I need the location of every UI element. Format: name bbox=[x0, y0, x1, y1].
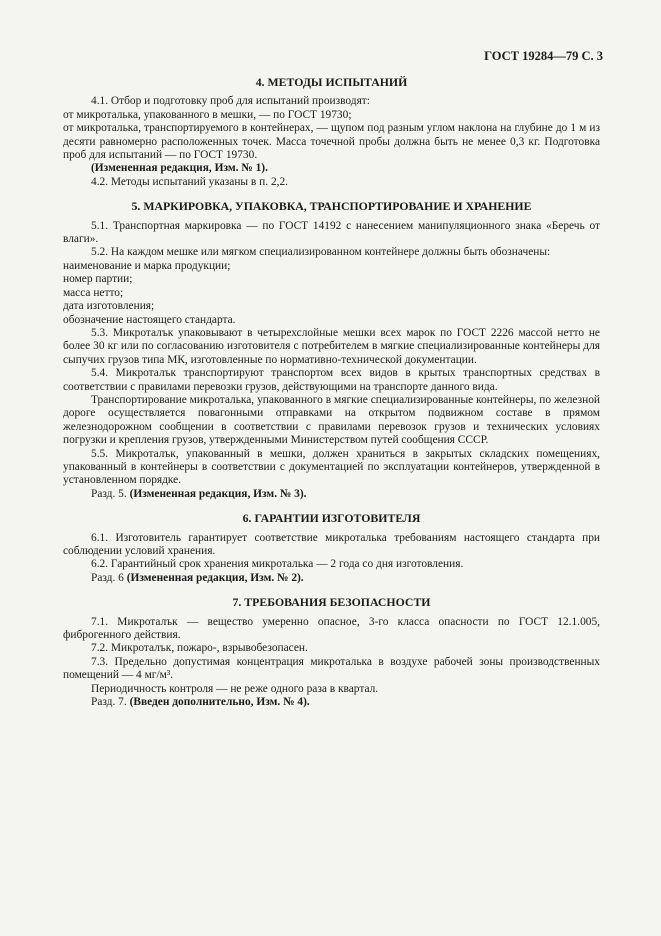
amendment-reference: (Введен дополнительно, Изм. № 4). bbox=[129, 696, 310, 709]
section-heading: 4. МЕТОДЫ ИСПЫТАНИЙ bbox=[255, 75, 408, 89]
paragraph: 7.2. Микроталък, пожаро-, взрывобезопасен. bbox=[91, 642, 308, 655]
amendment-reference: (Измененная редакция, Изм. № 3). bbox=[129, 487, 307, 500]
paragraph: дата изготовления; bbox=[63, 300, 155, 313]
paragraph: 5.5. Микроталък, упакованный в мешки, должен храниться в закрытых складских помещениях, упакованный в контейнеры в соответствии с документацией по эксплуатации контейнеров, утвержденной в установленном порядке. bbox=[63, 447, 600, 487]
paragraph: Периодичность контроля — не реже одного раза в квартал. bbox=[91, 682, 379, 695]
section-heading: 6. ГАРАНТИИ ИЗГОТОВИТЕЛЯ bbox=[242, 511, 421, 526]
paragraph: 5.2. На каждом мешке или мягком специализированном контейнере должны быть обозначены: bbox=[91, 246, 551, 259]
paragraph: 7.3. Предельно допустимая концентрация микроталька в воздухе рабочей зоны производственных помещений — 4 мг/м³. bbox=[63, 655, 600, 682]
paragraph: 5.1. Транспортная маркировка — по ГОСТ 14192 с нанесением манипуляционного знака «Беречь от влаги». bbox=[63, 219, 600, 246]
section-heading: 7. ТРЕБОВАНИЯ БЕЗОПАСНОСТИ bbox=[232, 595, 431, 610]
paragraph: 7.1. Микроталък — вещество умеренно опасное, 3-го класса опасности по ГОСТ 12.1.005, фиброгенного действия. bbox=[63, 615, 600, 642]
paragraph bbox=[63, 572, 600, 585]
paragraph: 5.3. Микроталък упаковывают в четырехслойные мешки всех марок по ГОСТ 2226 массой нетто не более 30 кг или по согласованию изготовителя с потребителем в мягкие специализированные контейнеры для сыпучих грузов типа МК, изготовленные по нормативно-технической документации. bbox=[63, 326, 600, 366]
paragraph-prefix: Разд. 6 bbox=[91, 571, 127, 584]
paragraph: от микроталька, транспортируемого в контейнерах, — щупом под разным углом наклона на глубине до 1 м из десяти равномерно расположенных точек. Масса точечной пробы должна быть не менее 0,3 кг. Подготовка проб для испытаний — по ГОСТ 19730. bbox=[63, 122, 600, 162]
paragraph: 4.2. Методы испытаний указаны в п. 2,2. bbox=[91, 175, 289, 188]
paragraph: масса нетто; bbox=[63, 286, 124, 299]
paragraph: наименование и марка продукции; bbox=[63, 259, 231, 272]
paragraph: от микроталька, упакованного в мешки, — по ГОСТ 19730; bbox=[63, 108, 352, 121]
page-header: ГОСТ 19284—79 С. 3 bbox=[484, 49, 603, 63]
paragraph bbox=[63, 696, 600, 709]
paragraph: обозначение настоящего стандарта. bbox=[63, 313, 236, 326]
paragraph: 6.2. Гарантийный срок хранения микроталька — 2 года со дня изготовления. bbox=[91, 558, 464, 571]
paragraph: (Измененная редакция, Изм. № 1). bbox=[91, 162, 268, 175]
paragraph-prefix: Разд. 7. bbox=[91, 696, 130, 709]
paragraph-prefix: Разд. 5. bbox=[91, 487, 130, 500]
paragraph: 6.1. Изготовитель гарантирует соответствие микроталька требованиям настоящего стандарта при соблюдении условий хранения. bbox=[63, 531, 600, 557]
paragraph bbox=[63, 488, 600, 501]
paragraph: номер партии; bbox=[63, 273, 133, 286]
document-body bbox=[63, 76, 600, 709]
amendment-reference: (Измененная редакция, Изм. № 2). bbox=[126, 571, 304, 584]
paragraph: 4.1. Отбор и подготовку проб для испытаний производят: bbox=[91, 95, 370, 108]
paragraph: Транспортирование микроталька, упакованного в мягкие специализированные контейнеры, по железной дороге осуществляется повагонными отправками на открытом подвижном составе в прямом железнодорожном сообщении в соответствии с правилами перевозок грузов и технических условиях погрузки и крепления грузов, утвержденными Министерством путей сообщения СССР. bbox=[63, 393, 600, 447]
section-heading: 5. МАРКИРОВКА, УПАКОВКА, ТРАНСПОРТИРОВАНИЕ И ХРАНЕНИЕ bbox=[131, 199, 532, 214]
paragraph: 5.4. Микроталък транспортируют транспортом всех видов в крытых транспортных средствах в соответствии с правилами перевозки грузов, действующими на транспорте данного вида. bbox=[63, 367, 600, 393]
